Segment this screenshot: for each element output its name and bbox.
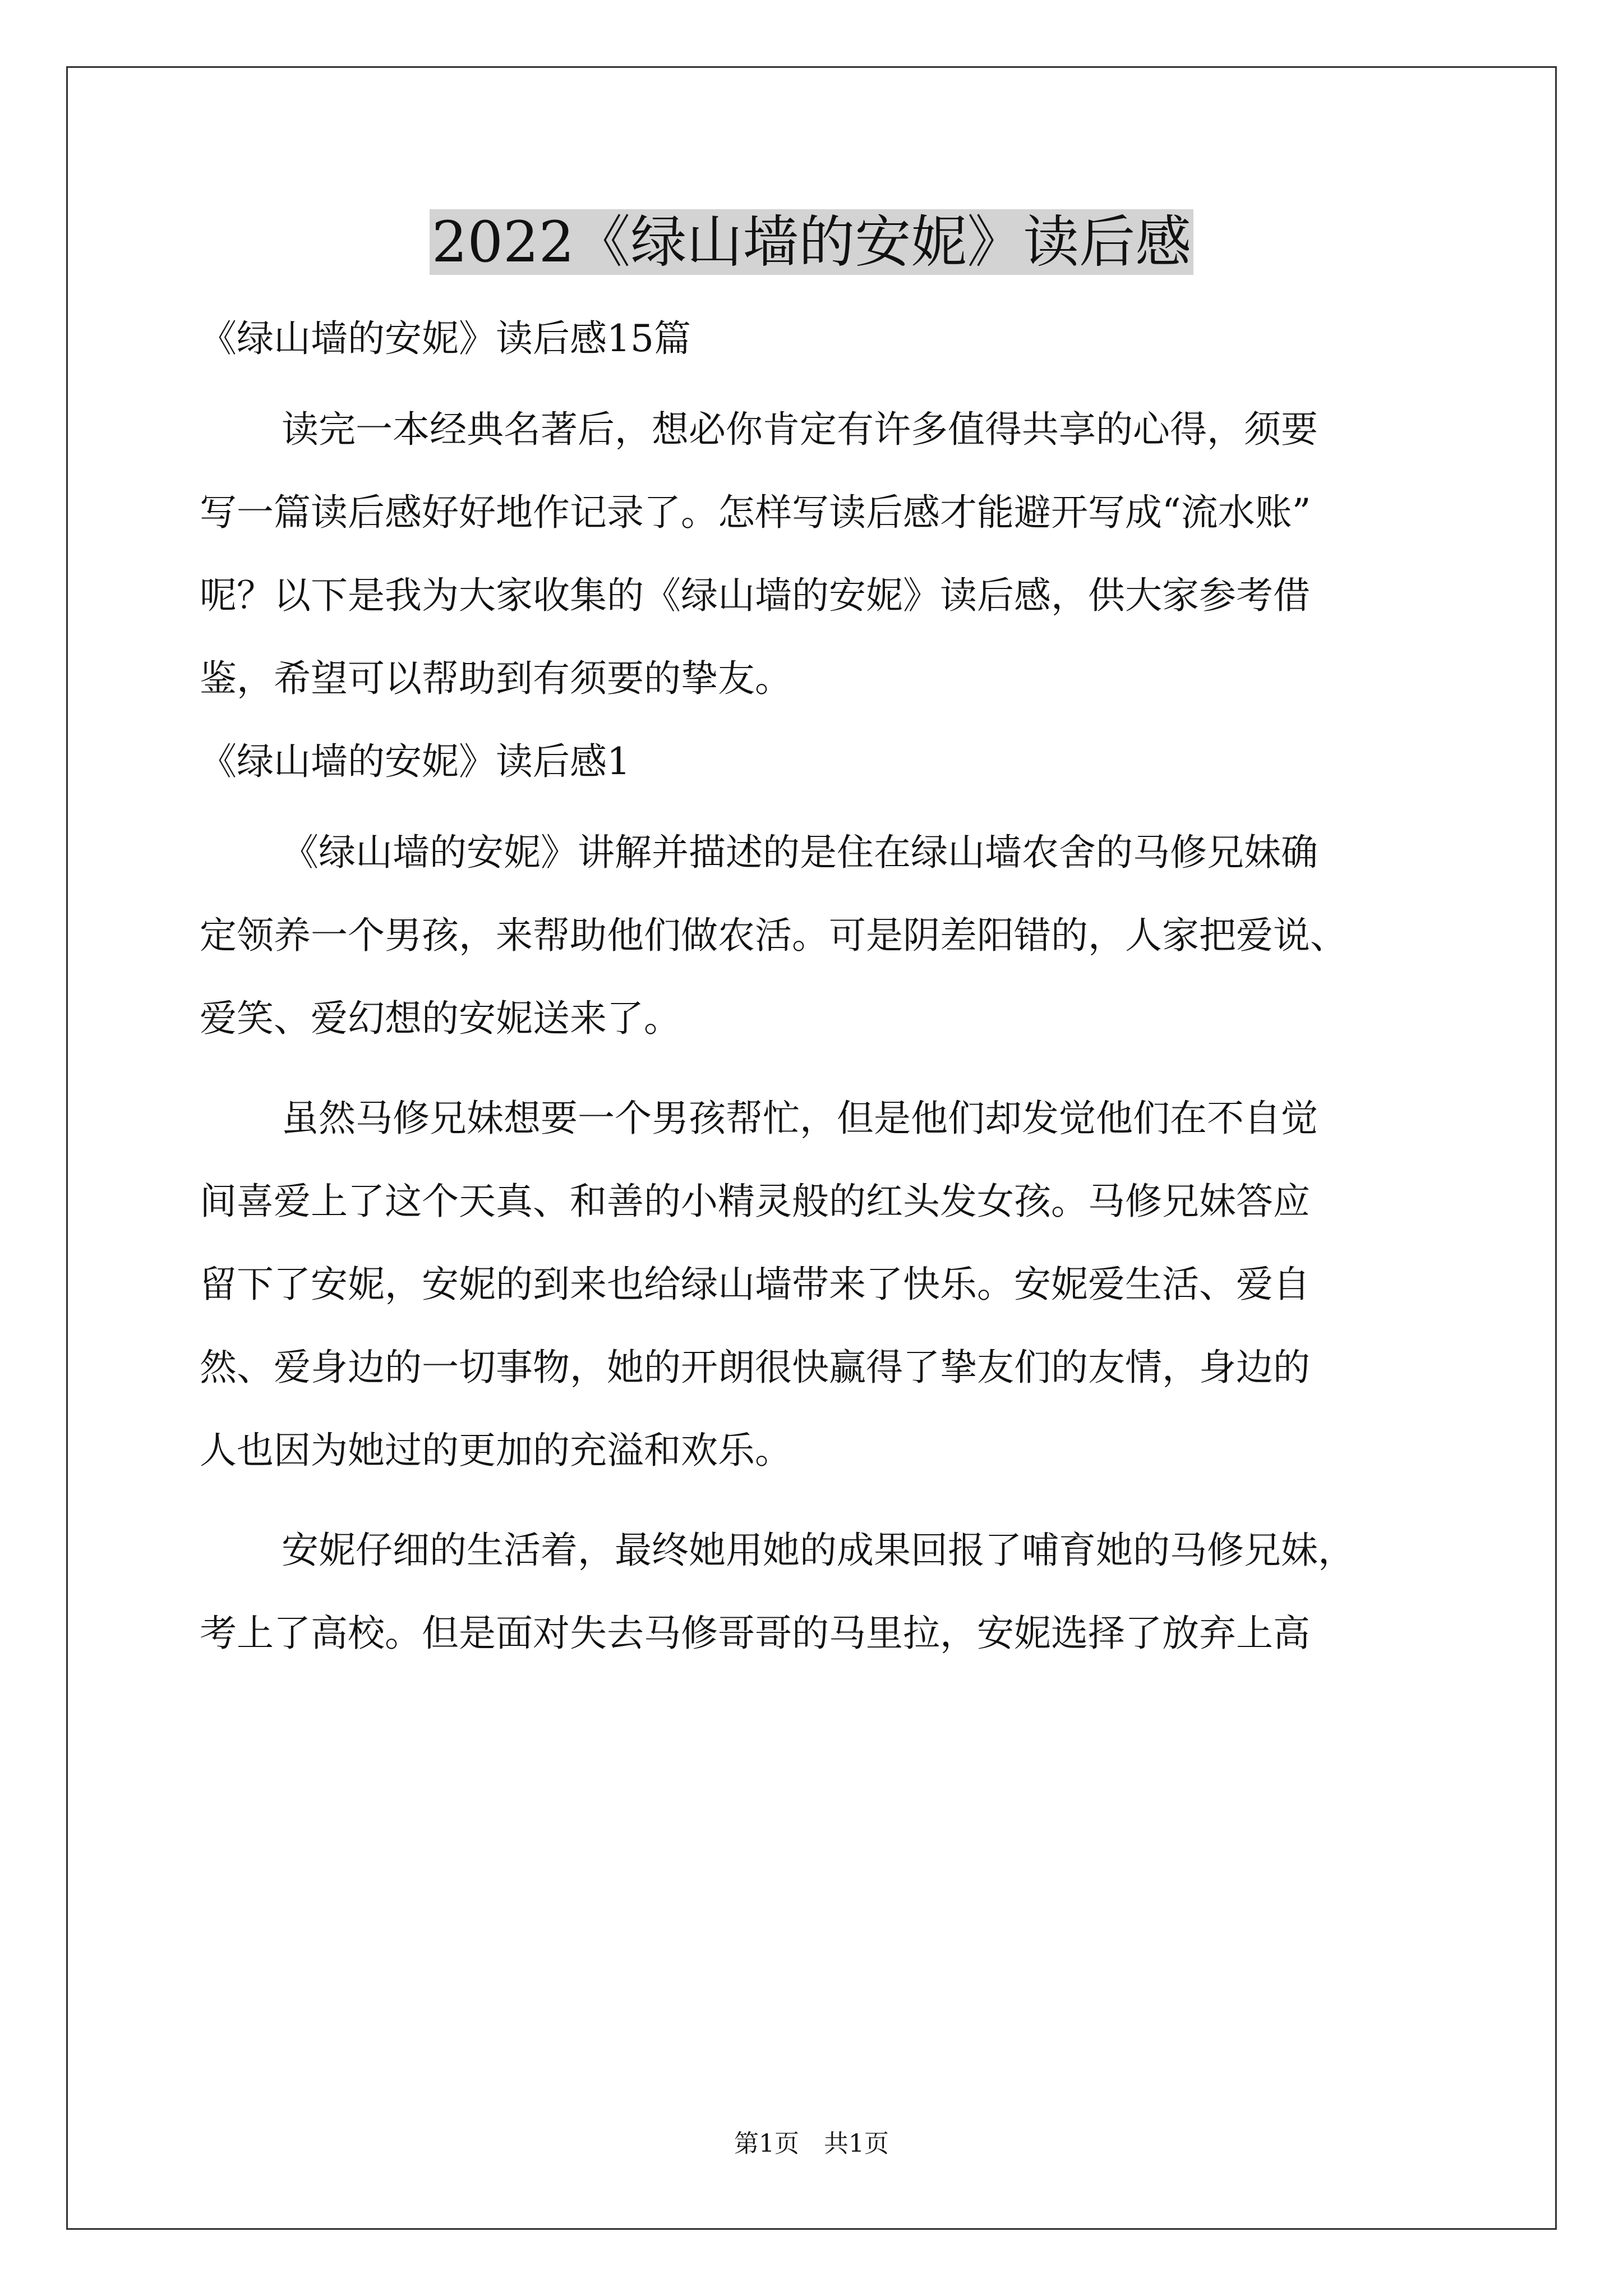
paragraph-line: 间喜爱上了这个天真、和善的小精灵般的红头发女孩。马修兄妹答应	[200, 1180, 1310, 1223]
paragraph-line: 人也因为她过的更加的充溢和欢乐。	[200, 1429, 792, 1472]
paragraph-line: 然、爱身边的一切事物，她的开朗很快赢得了挚友们的友情，身边的	[200, 1346, 1310, 1389]
body-paragraph-2	[200, 1077, 1428, 1492]
document-subtitle: 《绿山墙的安妮》读后感15篇	[200, 317, 691, 360]
paragraph-line: 爱笑、爱幻想的安妮送来了。	[200, 997, 681, 1040]
intro-paragraph	[200, 388, 1428, 720]
paragraph-line: 虽然马修兄妹想要一个男孩帮忙，但是他们却发觉他们在不自觉	[282, 1097, 1318, 1140]
document-body	[200, 297, 1428, 1675]
page-number-current: 第1页	[734, 2129, 799, 2158]
paragraph-line: 《绿山墙的安妮》讲解并描述的是住在绿山墙农舍的马修兄妹确	[282, 831, 1318, 874]
section-heading: 《绿山墙的安妮》读后感1	[200, 740, 630, 783]
paragraph-line: 考上了高校。但是面对失去马修哥哥的马里拉，安妮选择了放弃上高	[200, 1612, 1310, 1655]
body-paragraph-3	[200, 1509, 1428, 1675]
intro-line: 读完一本经典名著后，想必你肯定有许多值得共享的心得，须要	[282, 408, 1318, 451]
page-number-total: 共1页	[824, 2129, 889, 2158]
intro-line: 呢？以下是我为大家收集的《绿山墙的安妮》读后感，供大家参考借	[200, 574, 1310, 617]
body-paragraph-1	[200, 811, 1428, 1060]
document-title-block	[0, 203, 1623, 282]
paragraph-line: 安妮仔细的生活着，最终她用她的成果回报了哺育她的马修兄妹，	[282, 1529, 1355, 1572]
page-footer	[0, 2127, 1623, 2161]
intro-line: 写一篇读后感好好地作记录了。怎样写读后感才能避开写成“流水账”	[200, 491, 1311, 534]
paragraph-line: 留下了安妮，安妮的到来也给绿山墙带来了快乐。安妮爱生活、爱自	[200, 1263, 1310, 1306]
intro-line: 鉴，希望可以帮助到有须要的挚友。	[200, 657, 792, 700]
document-title: 2022《绿山墙的安妮》读后感	[430, 209, 1194, 275]
paragraph-line: 定领养一个男孩，来帮助他们做农活。可是阴差阳错的，人家把爱说、	[200, 914, 1347, 957]
